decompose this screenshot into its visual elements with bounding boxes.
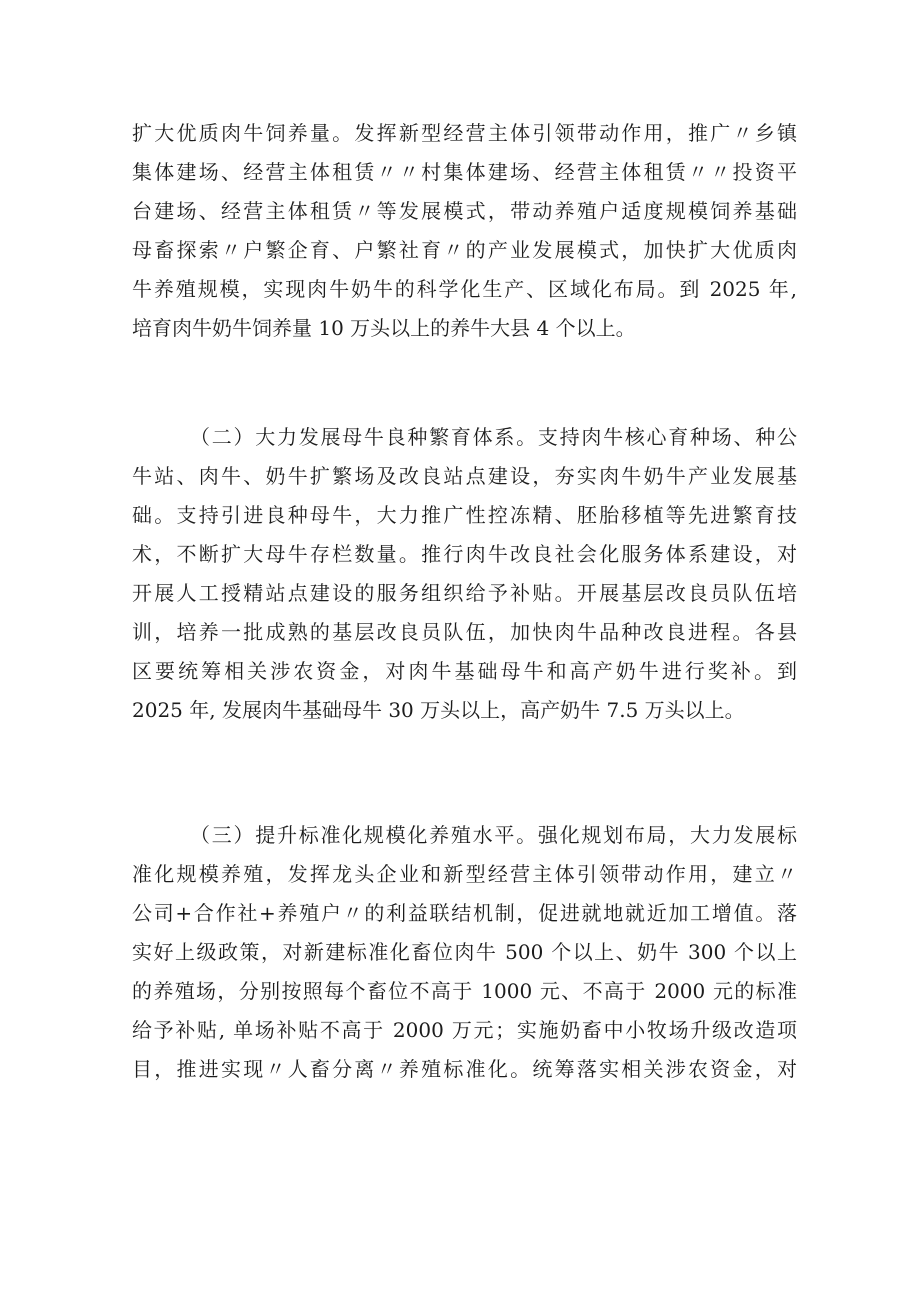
text-line: 术，不断扩大母牛存栏数量。推行肉牛改良社会化服务体系建设，对 [132,542,797,566]
text-line: 母畜探索〃户繁企育、户繁社育〃的产业发展模式，加快扩大优质肉 [132,238,797,262]
section-heading-line: （三）提升标准化规模化养殖水平。强化规划布局，大力发展标 [190,823,797,847]
text-line: 目，推进实现〃人畜分离〃养殖标准化。统筹落实相关涉农资金，对 [132,1057,797,1081]
text-line: 的养殖场，分别按照每个畜位不高于 1000 元、不高于 2000 元的标准 [132,979,797,1003]
text-line: 公司+合作社+养殖户〃的利益联结机制，促进就地就近加工增值。落 [132,901,797,925]
text-line: 扩大优质肉牛饲养量。发挥新型经营主体引领带动作用，推广〃乡镇 [132,121,797,145]
text-line: 实好上级政策，对新建标准化畜位肉牛 500 个以上、奶牛 300 个以上 [132,940,797,964]
text-line: 区要统筹相关涉农资金，对肉牛基础母牛和高产奶牛进行奖补。到 [132,659,797,683]
text-line: 准化规模养殖，发挥龙头企业和新型经营主体引领带动作用，建立〃 [132,862,797,886]
section-heading-line: （二）大力发展母牛良种繁育体系。支持肉牛核心育种场、种公 [190,425,797,449]
text-line: 础。支持引进良种母牛，大力推广性控冻精、胚胎移植等先进繁育技 [132,503,797,527]
text-line: 牛站、肉牛、奶牛扩繁场及改良站点建设，夯实肉牛奶牛产业发展基 [132,464,797,488]
text-line: 训，培养一批成熟的基层改良员队伍，加快肉牛品种改良进程。各县 [132,620,797,644]
paragraph-livestock-scale [132,114,797,348]
paragraph-breeding-system [132,418,797,730]
paragraph-standardized-farming [132,816,797,1089]
text-line: 开展人工授精站点建设的服务组织给予补贴。开展基层改良员队伍培 [132,581,797,605]
text-line: 培育肉牛奶牛饲养量 10 万头以上的养牛大县 4 个以上。 [132,316,636,340]
text-line: 2025 年, 发展肉牛基础母牛 30 万头以上，高产奶牛 7.5 万头以上。 [132,698,745,722]
text-line: 台建场、经营主体租赁〃等发展模式，带动养殖户适度规模饲养基础 [132,199,797,223]
text-line: 牛养殖规模，实现肉牛奶牛的科学化生产、区域化布局。到 2025 年, [132,277,797,301]
text-line: 给予补贴, 单场补贴不高于 2000 万元；实施奶畜中小牧场升级改造项 [132,1018,797,1042]
text-line: 集体建场、经营主体租赁〃〃村集体建场、经营主体租赁〃〃投资平 [132,160,797,184]
